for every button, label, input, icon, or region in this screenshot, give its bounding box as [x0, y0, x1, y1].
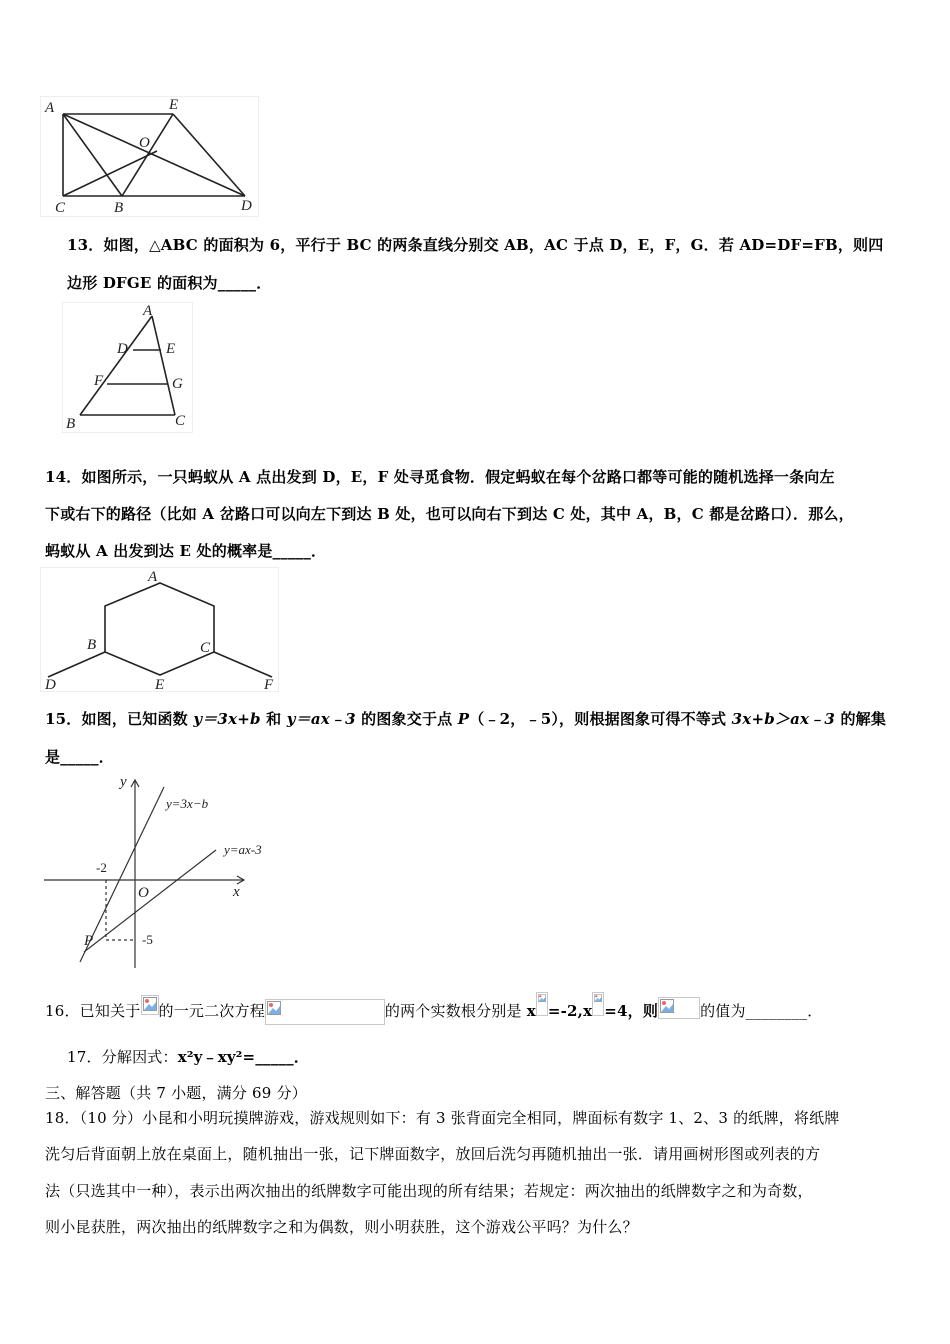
broken-image-icon [594, 994, 602, 1002]
q16-eq2: =4，则 [604, 1002, 659, 1020]
q18-line4: 则小昆获胜，两次抽出的纸牌数字之和为偶数，则小明获胜，这个游戏公平吗？为什么？ [45, 1218, 638, 1236]
q16-part2: 的一元二次方程 [158, 1002, 265, 1020]
q16-eq1: =-2,x [547, 1002, 593, 1020]
label-line-2: y=ax-3 [224, 842, 262, 857]
q13-line1: 13．如图，△ABC 的面积为 6，平行于 BC 的两条直线分别交 AB，AC 于点 D，E，F，G．若 AD=DF=FB，则四 [67, 236, 884, 254]
q15-end: 的解集 [835, 710, 887, 728]
label-neg-5: -5 [142, 932, 153, 947]
q15-prefix: 15．如图，已知函数 [45, 710, 194, 728]
label-B: B [87, 637, 97, 653]
label-E: E [166, 341, 176, 357]
label-F: F [94, 373, 104, 389]
label-x-axis: x [233, 884, 240, 900]
label-y-axis: y [120, 774, 127, 790]
section-3-heading: 三、解答题（共 7 小题，满分 69 分） [45, 1084, 307, 1102]
label-line-1: y=3x−b [166, 796, 209, 811]
figure-rectangle-aecbd [40, 96, 260, 218]
formula-image-placeholder-4 [592, 992, 604, 1016]
q18-line1: 18．（10 分）小昆和小明玩摸牌游戏，游戏规则如下：有 3 张背面完全相同，牌面标有数字 1、2、3 的纸牌，将纸牌 [45, 1109, 840, 1127]
label-E: E [155, 677, 165, 693]
label-neg-2: -2 [96, 860, 107, 875]
q15-line2: 是_____． [45, 748, 114, 766]
q15-line1 [45, 702, 886, 736]
q16-line [45, 994, 822, 1028]
q17-prefix: 17．分解因式： [67, 1048, 178, 1066]
q14-line3: 蚂蚁从 A 出发到达 E 处的概率是_____． [45, 542, 327, 560]
q15-point-name: P [457, 710, 470, 728]
label-C: C [200, 640, 211, 656]
label-C: C [55, 200, 66, 216]
q13-line2: 边形 DFGE 的面积为_____． [67, 274, 272, 292]
formula-image-placeholder-1 [141, 995, 159, 1015]
q17-line [67, 1040, 309, 1074]
q14-line1: 14．如图所示，一只蚂蚁从 A 点出发到 D，E，F 处寻觅食物．假定蚂蚁在每个岔路口都等可能的随机选择一条向左 [45, 468, 835, 486]
label-E: E [169, 97, 179, 113]
broken-image-icon [143, 997, 157, 1011]
q17-expr: x²y﹣xy²=_____． [177, 1048, 310, 1066]
formula-image-placeholder-5 [658, 997, 700, 1019]
figure-triangle-abc [62, 302, 194, 434]
q15-function-2: y＝ax﹣3 [286, 710, 356, 728]
label-D: D [45, 677, 56, 693]
q15-inequality: 3x+b＞ax﹣3 [731, 710, 836, 728]
label-A: A [45, 100, 55, 116]
q15-mid: 的图象交于点 [355, 710, 458, 728]
q15-function-1: y＝3x+b [193, 710, 261, 728]
figure-function-graph [44, 772, 284, 968]
broken-image-icon [538, 994, 546, 1002]
q16-part1: 16．已知关于 [45, 1002, 141, 1020]
q18-line2: 洗匀后背面朝上放在桌面上，随机抽出一张，记下牌面数字，放回后洗匀再随机抽出一张．请用画树形图或列表的方 [45, 1145, 821, 1163]
label-B: B [114, 200, 124, 216]
q15-and: 和 [260, 710, 287, 728]
label-D: D [241, 198, 252, 214]
formula-image-placeholder-3 [536, 992, 548, 1016]
label-P: P [84, 933, 94, 949]
broken-image-icon [267, 1001, 281, 1015]
broken-image-icon [660, 999, 674, 1013]
label-D: D [117, 341, 128, 357]
q16-part3: 的两个实数根分别是 [384, 1002, 527, 1020]
q16-part4: 的值为________． [700, 1002, 823, 1020]
label-A: A [148, 569, 158, 585]
label-C: C [175, 413, 186, 429]
q18-line3: 法（只选其中一种），表示出两次抽出的纸牌数字可能出现的所有结果；若规定：两次抽出的纸牌数字之和为奇数， [45, 1182, 813, 1200]
label-G: G [172, 376, 183, 392]
label-origin: O [138, 885, 149, 901]
q14-line2: 下或右下的路径（比如 A 岔路口可以向左下到达 B 处，也可以向右下到达 C 处，其中 A，B，C 都是岔路口）．那么， [45, 505, 854, 523]
label-B: B [66, 416, 76, 432]
label-A: A [143, 303, 153, 319]
q15-point: （﹣2，﹣5），则根据图象可得不等式 [469, 710, 732, 728]
formula-image-placeholder-2 [265, 999, 385, 1025]
label-O: O [139, 135, 150, 151]
figure-hexagon-paths [40, 567, 280, 693]
label-F: F [264, 677, 274, 693]
q16-x1: x [526, 1002, 536, 1020]
